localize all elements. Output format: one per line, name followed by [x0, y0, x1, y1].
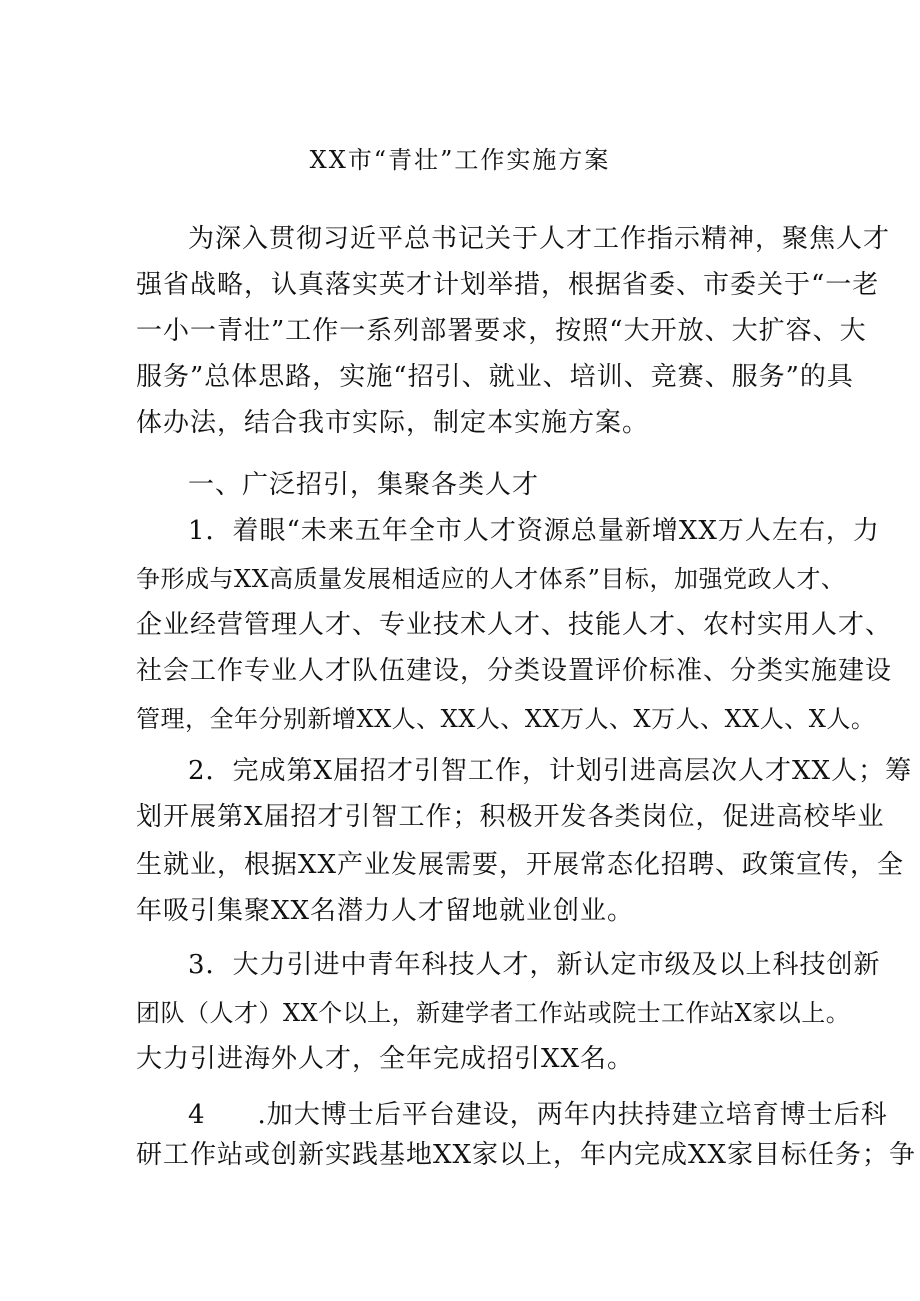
document-title: XX市“青壮”工作实施方案: [309, 146, 611, 174]
intro-line-5: 体办法，结合我市实际，制定本实施方案。: [136, 408, 650, 438]
intro-line-1: 为深入贯彻习近平总书记关于人才工作指示精神，聚焦人才: [188, 224, 891, 254]
item2-line-4: 年吸引集聚XX名潜力人才留地就业创业。: [136, 896, 635, 926]
item4-line-2: 研工作站或创新实践基地XX家以上，年内完成XX家目标任务；争: [136, 1140, 917, 1170]
section-heading: 一、广泛招引，集聚各类人才: [188, 470, 540, 500]
item1-line-2: 争形成与XX高质量发展相适应的人才体系”目标，加强党政人才、: [136, 565, 846, 593]
item1-line-3: 企业经营管理人才、专业技术人才、技能人才、农村实用人才、: [136, 610, 893, 640]
intro-line-2: 强省战略，认真落实英才计划举措，根据省委、市委关于“一老: [136, 270, 880, 300]
item2-line-1: 2．完成第X届招才引智工作，计划引进高层次人才XX人；筹: [188, 756, 913, 786]
item3-line-3: 大力引进海外人才，全年完成招引XX名。: [136, 1044, 635, 1074]
item3-line-1: 3．大力引进中青年科技人才，新认定市级及以上科技创新: [188, 950, 881, 980]
item1-line-4: 社会工作专业人才队伍建设，分类设置评价标准、分类实施建设: [136, 656, 893, 686]
item2-line-2: 划开展第X届招才引智工作；积极开发各类岗位，促进高校毕业: [136, 802, 885, 832]
item2-line-3: 生就业，根据XX产业发展需要，开展常态化招聘、政策宣传，全: [136, 850, 905, 880]
item4-line-1-text: .加大博士后平台建设，两年内扶持建立培育博士后科: [257, 1100, 888, 1130]
intro-line-3: 一小一青壮”工作一系列部署要求，按照“大开放、大扩容、大: [136, 316, 867, 346]
item1-line-1: 1．着眼“未来五年全市人才资源总量新增XX万人左右，力: [188, 516, 880, 546]
item3-line-2: 团队（人才）XX个以上，新建学者工作站或院士工作站X家以上。: [136, 999, 851, 1027]
item1-line-5: 管理，全年分别新增XX人、XX人、XX万人、X万人、XX人、X人。: [136, 705, 876, 733]
intro-line-4: 服务”总体思路，实施“招引、就业、培训、竞赛、服务”的具: [136, 362, 854, 392]
item4-number: 4: [188, 1100, 206, 1130]
